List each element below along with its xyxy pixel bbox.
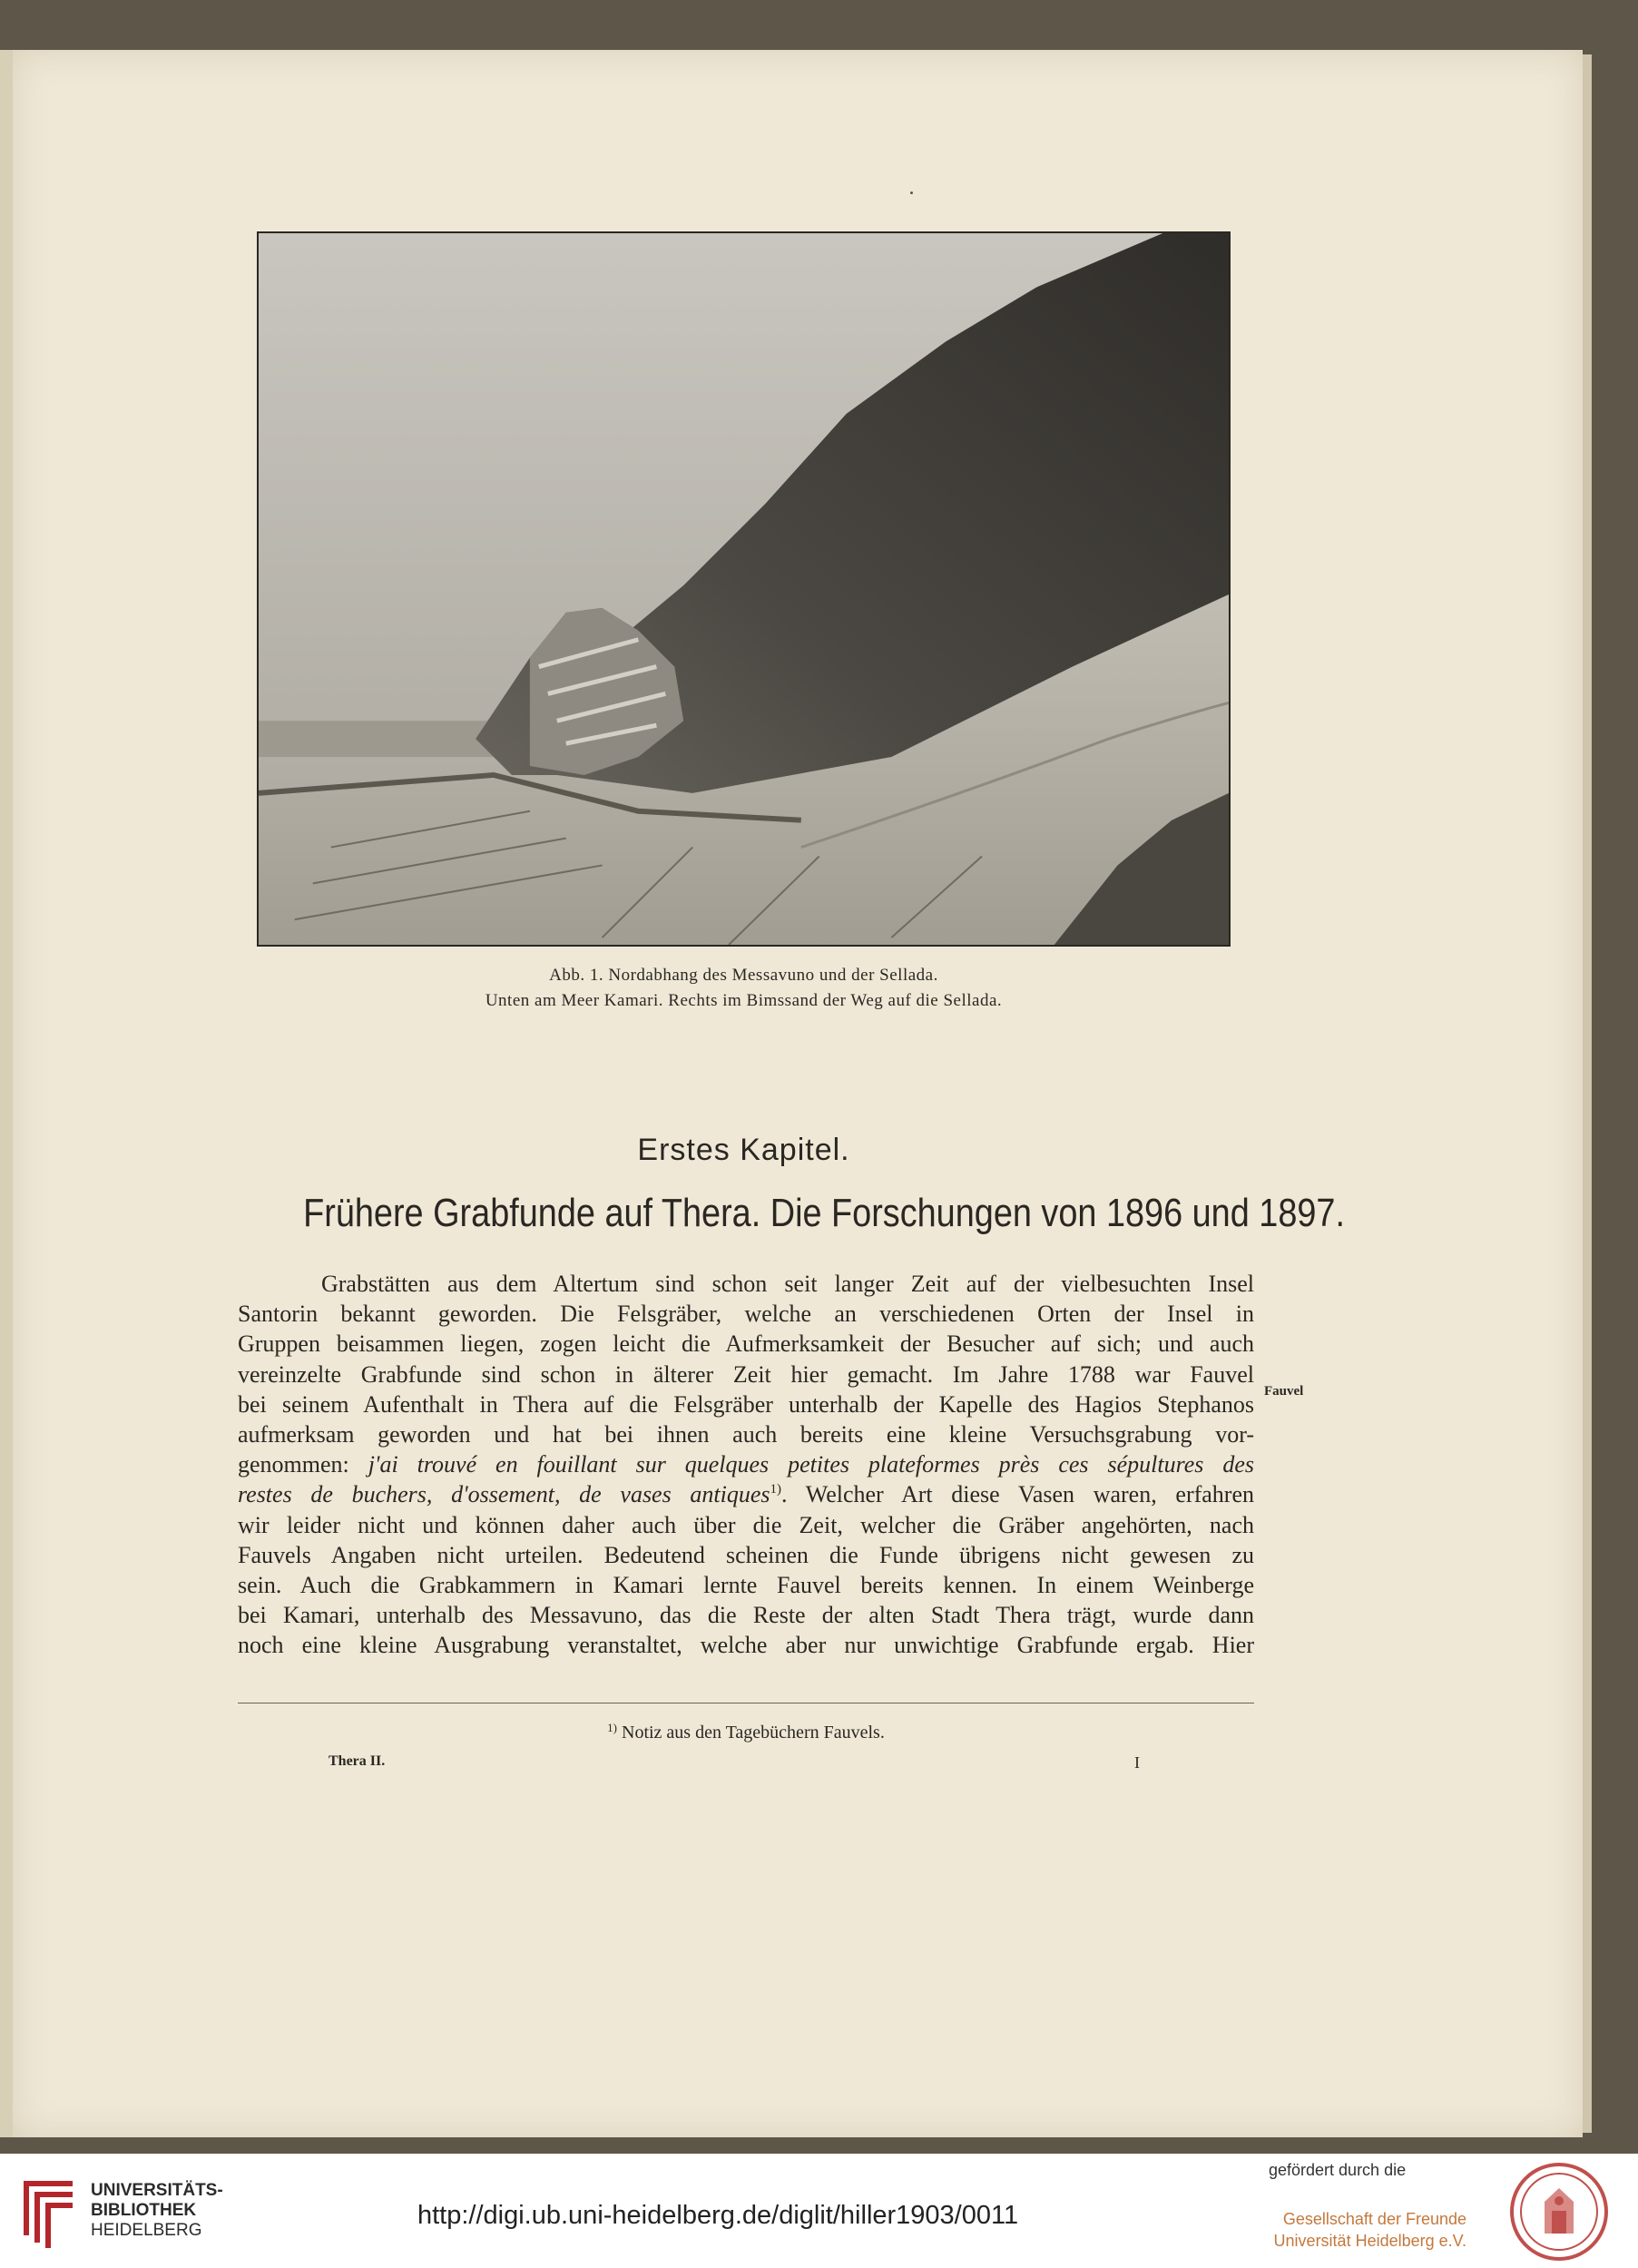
text-line: bei seinem Aufenthalt in Thera auf die Felsgräber unterhalb der Kapelle des Hagios Stephanos <box>238 1390 1254 1418</box>
book-binding-edge <box>0 50 14 2137</box>
footnote <box>238 1723 1254 1743</box>
speck <box>910 191 913 194</box>
sponsor-label: gefördert durch die <box>1269 2161 1407 2179</box>
body-paragraph <box>238 1269 1254 1660</box>
text-line: Grabstätten aus dem Altertum sind schon seit langer Zeit auf der vielbesuchten Insel <box>321 1271 1254 1297</box>
quotation-italic: restes de buchers, d'ossement, de vases antiques <box>238 1481 770 1508</box>
quotation-italic: j'ai trouvé en fouillant sur quelques petites plateformes près ces sépultures des <box>368 1451 1254 1478</box>
signature-number: I <box>1134 1753 1140 1772</box>
marginal-note: Fauvel <box>1264 1384 1304 1399</box>
digitization-footer <box>0 2154 1638 2268</box>
sponsor-name-line: Gesellschaft der Freunde <box>1282 2210 1466 2228</box>
permalink-url[interactable]: http://digi.ub.uni-heidelberg.de/diglit/hiller1903/0011 <box>417 2201 1019 2230</box>
text-line: bei Kamari, unterhalb des Messavuno, das die Reste der alten Stadt Thera trägt, wurde dann <box>238 1602 1254 1629</box>
text-line: sein. Auch die Grabkammern in Kamari lernte Fauvel bereits kennen. In einem Weinberge <box>238 1571 1254 1598</box>
photo-illustration <box>259 233 1229 945</box>
library-name-line: BIBLIOTHEK <box>91 2201 197 2220</box>
footnote-text: Notiz aus den Tagebüchern Fauvels. <box>617 1723 885 1743</box>
text-line: wir leider nicht und können daher auch über die Zeit, welcher die Gräber angehörten, nach <box>238 1511 1254 1538</box>
text-line: Santorin bekannt geworden. Die Felsgräber, welche an verschiedenen Orten der Insel in <box>238 1301 1254 1328</box>
chapter-title: Frühere Grabfunde auf Thera. Die Forschungen von 1896 und 1897. <box>303 1191 1345 1235</box>
library-name-line: HEIDELBERG <box>91 2221 202 2240</box>
figure-caption-line-1: Abb. 1. Nordabhang des Messavuno und der Sellada. <box>549 966 938 985</box>
chapter-label: Erstes Kapitel. <box>637 1133 850 1167</box>
text-roman: . Welcher Art diese Vasen waren, erfahren <box>781 1481 1255 1508</box>
page-stack-edge <box>1583 54 1592 2133</box>
library-logo-icon <box>16 2172 80 2252</box>
landscape-photograph <box>257 231 1231 947</box>
text-line <box>238 1449 1254 1479</box>
footnote-marker: 1) <box>607 1721 617 1734</box>
signature-label: Thera II. <box>329 1753 386 1769</box>
sponsor-name <box>1269 2208 1466 2252</box>
text-line: Fauvels Angaben nicht urteilen. Bedeutend scheinen die Funde übrigens nicht gewesen zu <box>238 1541 1254 1568</box>
text-line <box>238 1479 1254 1509</box>
library-name <box>91 2181 223 2241</box>
footnote-reference: 1) <box>770 1482 782 1497</box>
figure-caption-line-2: Unten am Meer Kamari. Rechts im Bimssand der Weg auf die Sellada. <box>485 991 1003 1010</box>
text-line: aufmerksam geworden und hat bei ihnen auch bereits eine kleine Versuchsgrabung vor- <box>238 1420 1254 1448</box>
sponsor-name-line: Universität Heidelberg e.V. <box>1273 2232 1466 2250</box>
text-roman: genommen: <box>238 1451 368 1478</box>
library-name-line: UNIVERSITÄTS- <box>91 2181 223 2200</box>
text-line: noch eine kleine Ausgrabung veranstaltet, welche aber nur unwichtige Grabfunde ergab. Hier <box>238 1632 1254 1659</box>
text-line: Gruppen beisammen liegen, zogen leicht die Aufmerksamkeit der Besucher auf sich; und auch <box>238 1330 1254 1358</box>
text-line: vereinzelte Grabfunde sind schon in älterer Zeit hier gemacht. Im Jahre 1788 war Fauvel <box>238 1360 1254 1388</box>
university-seal-icon <box>1508 2161 1610 2263</box>
